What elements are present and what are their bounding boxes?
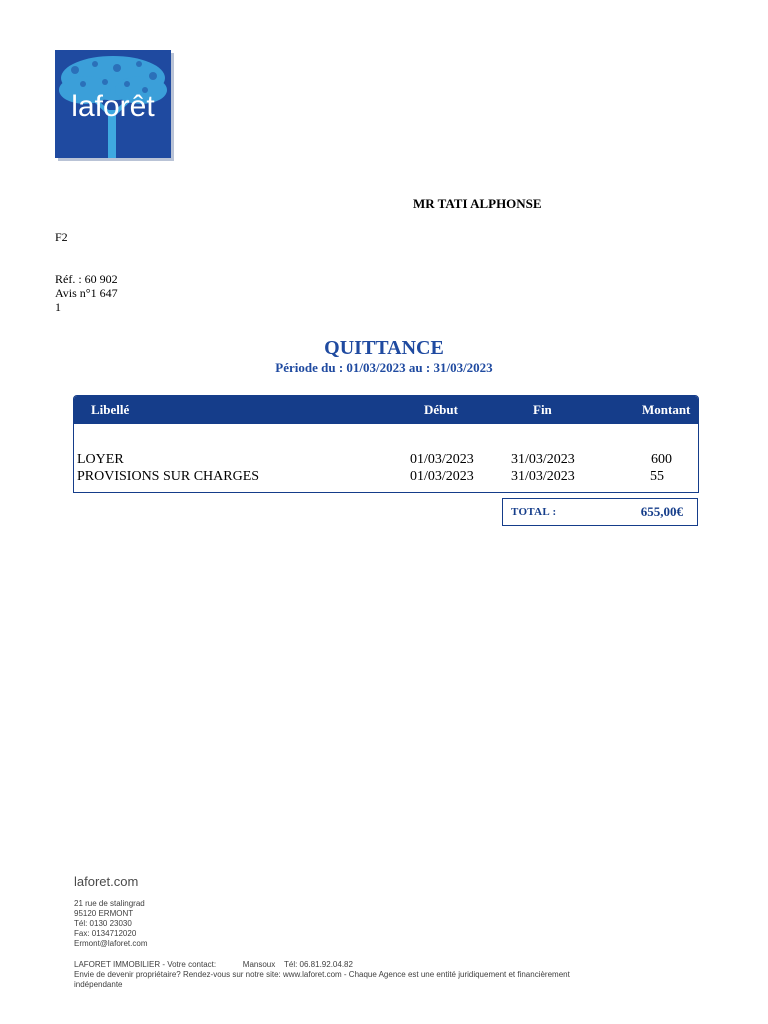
table-row bbox=[74, 452, 698, 468]
table-header bbox=[74, 396, 698, 424]
row-montant: 55 bbox=[650, 469, 664, 484]
row-libelle: PROVISIONS SUR CHARGES bbox=[77, 469, 260, 484]
address-street: 21 rue de stalingrad bbox=[74, 899, 145, 908]
header-montant: Montant bbox=[642, 402, 691, 417]
row-libelle: LOYER bbox=[77, 452, 124, 467]
receipt-table bbox=[73, 395, 699, 493]
document-period: Période du : 01/03/2023 au : 31/03/2023 bbox=[275, 360, 493, 375]
reference-number: Réf. : 60 902 bbox=[55, 272, 118, 286]
address-city: 95120 ERMONT bbox=[74, 909, 134, 918]
footer-address bbox=[74, 899, 147, 949]
row-fin: 31/03/2023 bbox=[511, 452, 575, 467]
address-fax: Fax: 0134712020 bbox=[74, 929, 137, 938]
header-libelle: Libellé bbox=[91, 402, 130, 417]
logo-text: laforêt bbox=[71, 90, 155, 123]
row-debut: 01/03/2023 bbox=[410, 452, 474, 467]
total-value: 655,00€ bbox=[640, 504, 683, 519]
reference-extra: 1 bbox=[55, 300, 61, 314]
contact-line: LAFORET IMMOBILIER - Votre contact: Mansoux Tél: 06.81.92.04.82 bbox=[74, 960, 353, 969]
info-line: Envie de devenir propriétaire? Rendez-vous sur notre site: www.laforet.com - Chaque Agence est une entité juridiquement et financièrement bbox=[74, 970, 570, 979]
header-debut: Début bbox=[424, 402, 458, 417]
tree-logo-icon bbox=[55, 50, 171, 158]
row-montant: 600 bbox=[651, 452, 672, 467]
table-row bbox=[74, 469, 698, 485]
total-box bbox=[502, 498, 698, 526]
recipient-name: MR TATI ALPHONSE bbox=[413, 196, 542, 211]
reference-block bbox=[55, 272, 118, 314]
row-fin: 31/03/2023 bbox=[511, 469, 575, 484]
document-title: QUITTANCE bbox=[324, 337, 444, 359]
laforet-logo bbox=[55, 50, 171, 158]
footer-site: laforet.com bbox=[74, 874, 139, 889]
address-email: Ermont@laforet.com bbox=[74, 939, 148, 948]
address-phone: Tél: 0130 23030 bbox=[74, 919, 132, 928]
footer-contact bbox=[74, 960, 634, 990]
header-fin: Fin bbox=[533, 402, 552, 417]
row-debut: 01/03/2023 bbox=[410, 469, 474, 484]
notice-number: Avis n°1 647 bbox=[55, 286, 118, 300]
info-line-2: indépendante bbox=[74, 980, 123, 989]
lot-type: F2 bbox=[55, 230, 68, 244]
total-label: TOTAL : bbox=[511, 506, 557, 518]
